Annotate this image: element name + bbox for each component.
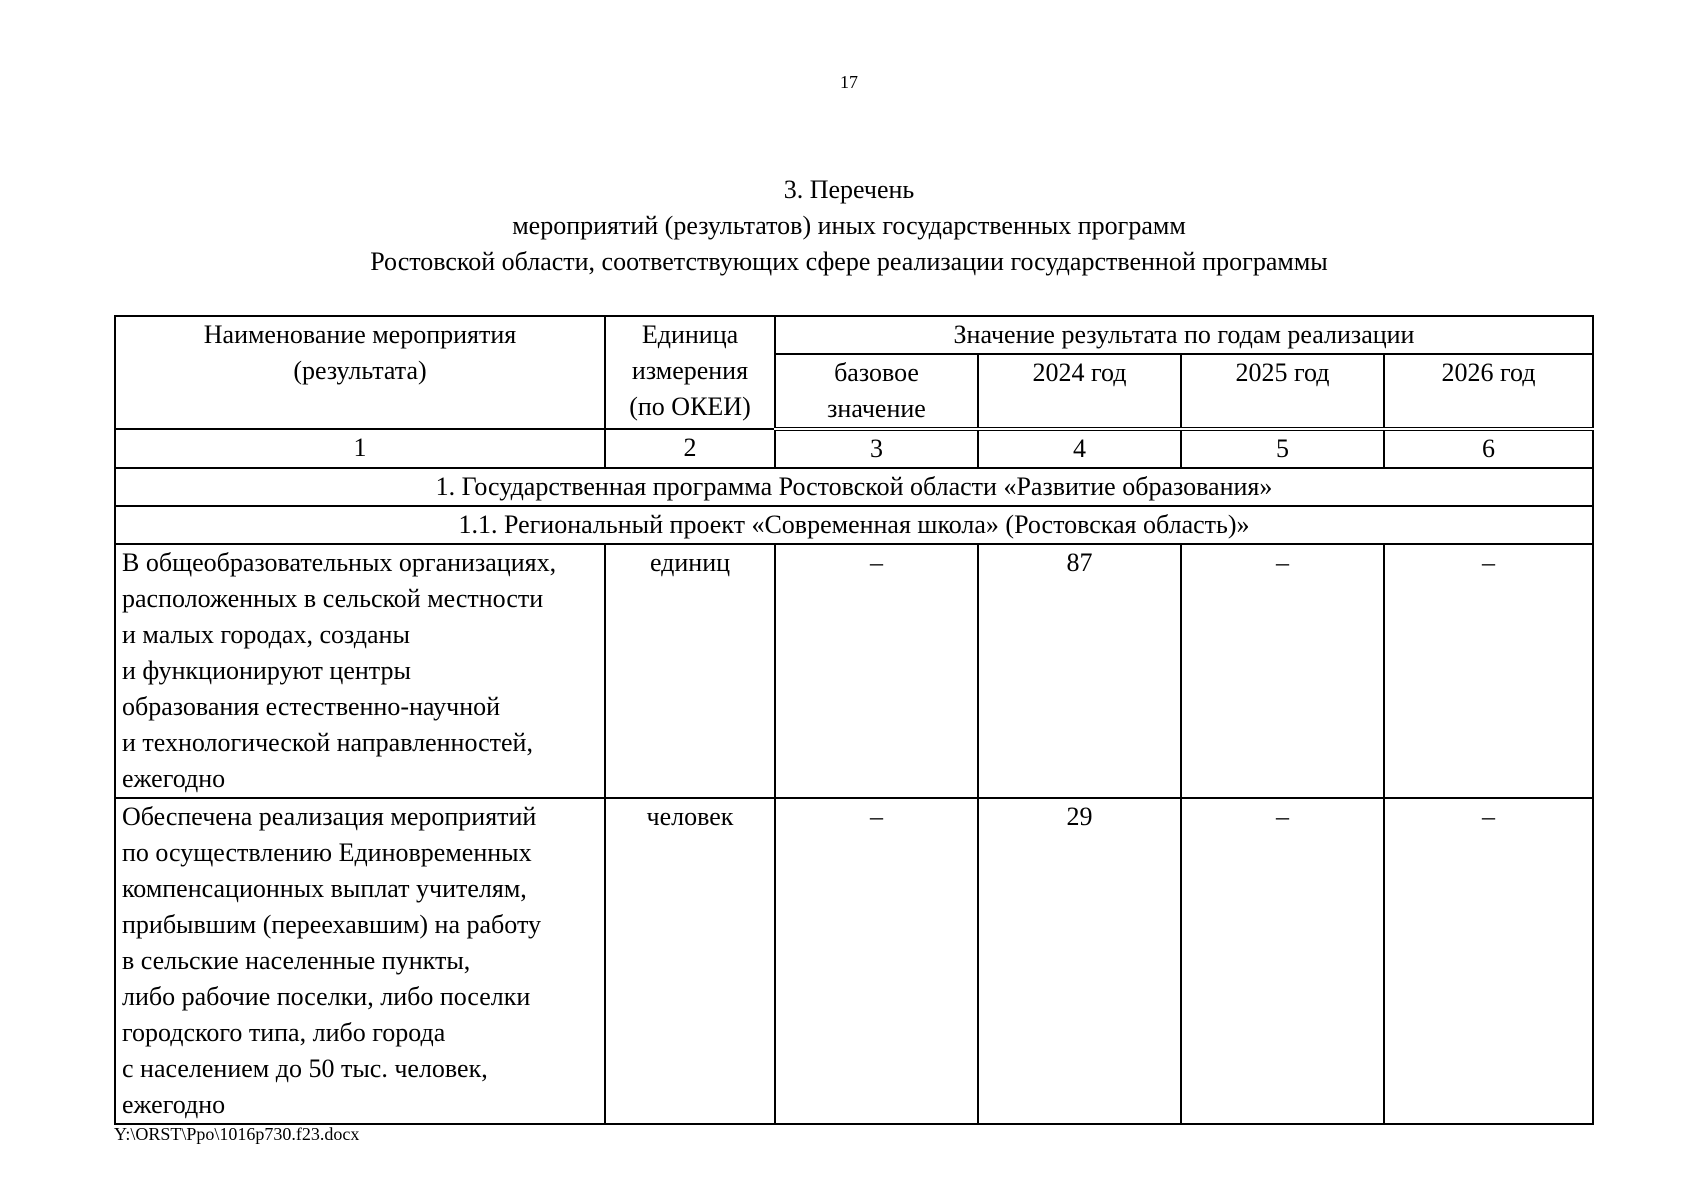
header-values-group: Значение результата по годам реализации xyxy=(775,316,1593,354)
column-number: 1 xyxy=(115,429,605,468)
header-row-1 xyxy=(115,316,1593,354)
row-value-2026: – xyxy=(1384,798,1593,1124)
section-title: 1. Государственная программа Ростовской области «Развитие образования» xyxy=(115,468,1593,506)
row-value-2025: – xyxy=(1181,544,1384,798)
row-base-value: – xyxy=(775,544,978,798)
subsection-row xyxy=(115,506,1593,544)
header-2024: 2024 год xyxy=(978,354,1181,429)
title-line-1: 3. Перечень xyxy=(783,175,915,204)
row-unit: единиц xyxy=(605,544,775,798)
section-row xyxy=(115,468,1593,506)
column-number: 3 xyxy=(775,429,978,468)
row-name: В общеобразовательных организациях, расположенных в сельской местности и малых городах, созданы и функционируют центры образования естественно-научной и технологической направленностей, ежегодно xyxy=(115,544,605,798)
title-line-2: мероприятий (результатов) иных государственных программ xyxy=(512,211,1186,240)
column-number: 2 xyxy=(605,429,775,468)
column-number: 5 xyxy=(1181,429,1384,468)
document-title xyxy=(0,172,1698,280)
row-value-2024: 87 xyxy=(978,544,1181,798)
subsection-title: 1.1. Региональный проект «Современная школа» (Ростовская область)» xyxy=(115,506,1593,544)
row-name: Обеспечена реализация мероприятий по осуществлению Единовременных компенсационных выплат учителям, прибывшим (переехавшим) на работу в сельские населенные пункты, либо рабочие поселки, либо поселки городского типа, либо города с населением до 50 тыс. человек, ежегодно xyxy=(115,798,605,1124)
table-row xyxy=(115,544,1593,798)
row-unit: человек xyxy=(605,798,775,1124)
header-2025: 2025 год xyxy=(1181,354,1384,429)
table-row xyxy=(115,798,1593,1124)
header-unit: Единица измерения (по ОКЕИ) xyxy=(605,316,775,429)
column-numbers-row xyxy=(115,429,1593,468)
column-number: 6 xyxy=(1384,429,1593,468)
footer-file-path: Y:\ORST\Ppo\1016p730.f23.docx xyxy=(114,1124,360,1144)
results-table xyxy=(114,315,1594,1125)
column-number: 4 xyxy=(978,429,1181,468)
row-value-2026: – xyxy=(1384,544,1593,798)
header-name: Наименование мероприятия (результата) xyxy=(115,316,605,429)
header-2026: 2026 год xyxy=(1384,354,1593,429)
title-line-3: Ростовской области, соответствующих сфере реализации государственной программы xyxy=(370,247,1328,276)
header-base: базовое значение xyxy=(775,354,978,429)
page-number: 17 xyxy=(840,72,858,92)
row-base-value: – xyxy=(775,798,978,1124)
row-value-2024: 29 xyxy=(978,798,1181,1124)
row-value-2025: – xyxy=(1181,798,1384,1124)
